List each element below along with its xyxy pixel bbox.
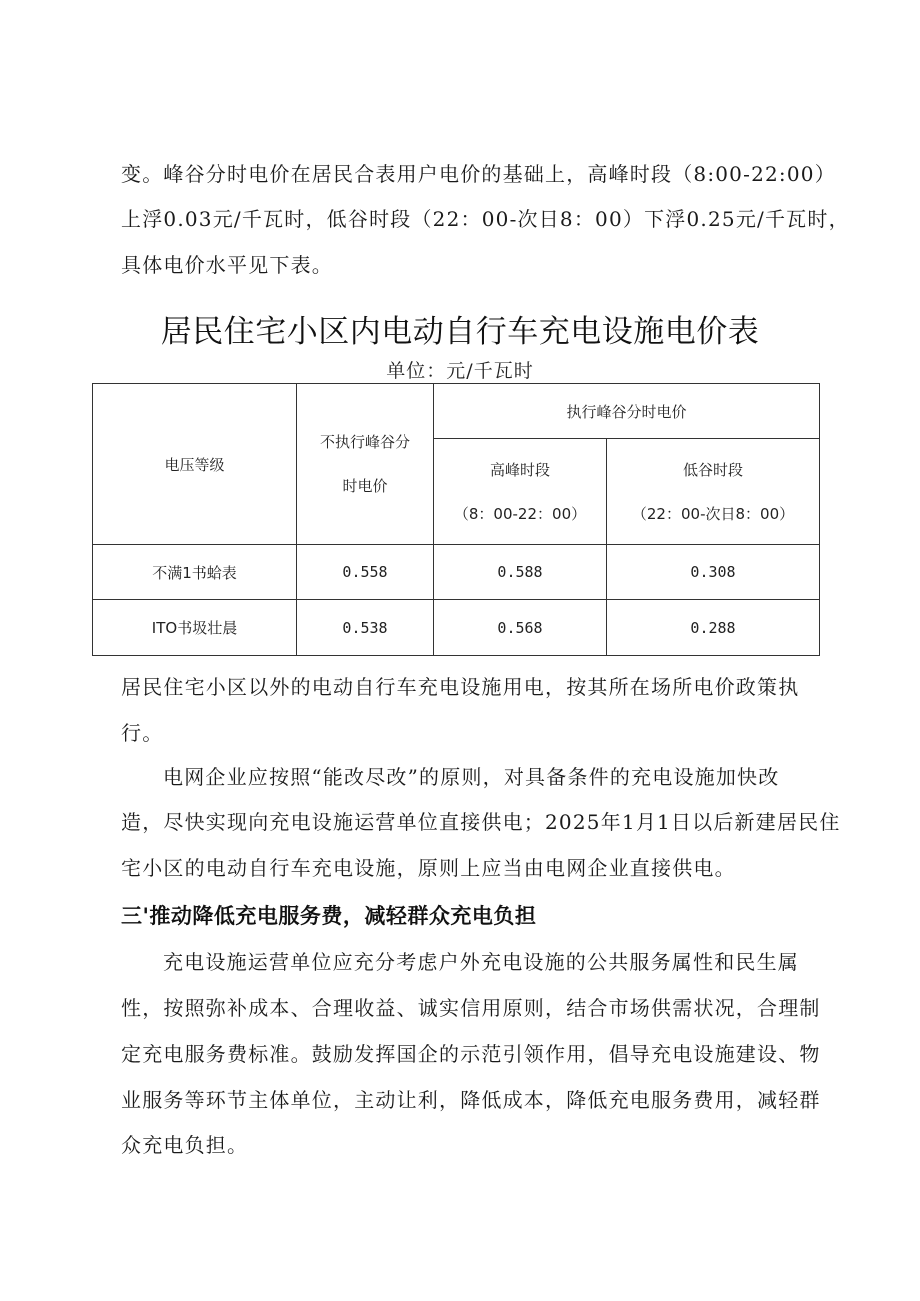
header-no-tou-line-1: 不执行峰谷分 [319, 433, 410, 451]
para3-line-2: 性，按照弥补成本、合理收益、诚实信用原则，结合市场供需状况，合理制 [121, 996, 821, 1020]
row-flat-price: 0.558 [297, 545, 434, 600]
header-valley-label: 低谷时段 [683, 460, 744, 479]
row-voltage-level: 不满1书蛤表 [93, 545, 297, 600]
header-peak-label: 高峰时段 [489, 460, 550, 479]
table-row [93, 545, 820, 600]
header-tou: 执行峰谷分时电价 [434, 384, 820, 439]
header-valley-time: （22：00-次日8：00） [631, 504, 795, 523]
para2-line-3: 宅小区的电动自行车充电设施，原则上应当由电网企业直接供电。 [121, 856, 736, 880]
para3-line-1: 充电设施运营单位应充分考虑户外充电设施的公共服务属性和民生属 [163, 950, 799, 974]
header-no-tou [297, 384, 434, 545]
price-table [92, 383, 820, 656]
para2-line-2: 造，尽快实现向充电设施运营单位直接供电；2025年1月1日以后新建居民住 [121, 810, 841, 834]
row-valley-price: 0.308 [607, 545, 820, 600]
table-row [93, 600, 820, 656]
row-voltage-level: ITO书圾壮晨 [93, 600, 297, 656]
header-voltage-level: 电压等级 [93, 384, 297, 545]
row-peak-price: 0.588 [434, 545, 607, 600]
section-heading: 三'推动降低充电服务费，减轻群众充电负担 [121, 904, 537, 928]
intro-line-2: 上浮0.03元/千瓦时，低谷时段（22：00-次日8：00）下浮0.25元/千瓦时， [121, 207, 850, 231]
header-valley [607, 439, 820, 545]
para3-line-4: 业服务等环节主体单位，主动让利，降低成本，降低充电服务费用，减轻群 [121, 1088, 821, 1112]
para2-line-1: 电网企业应按照“能改尽改”的原则，对具备条件的充电设施加快改 [163, 765, 780, 789]
header-no-tou-line-2: 时电价 [342, 477, 388, 495]
para3-line-3: 定充电服务费标准。鼓励发挥国企的示范引领作用，倡导充电设施建设、物 [121, 1042, 821, 1066]
table-unit: 单位：元/千瓦时 [386, 360, 534, 382]
row-valley-price: 0.288 [607, 600, 820, 656]
intro-line-3: 具体电价水平见下表。 [121, 253, 333, 277]
header-peak [434, 439, 607, 545]
row-flat-price: 0.538 [297, 600, 434, 656]
row-peak-price: 0.568 [434, 600, 607, 656]
table-title: 居民住宅小区内电动自行车充电设施电价表 [160, 314, 760, 350]
para1-line-2: 行。 [121, 721, 164, 745]
para3-line-5: 众充电负担。 [121, 1133, 249, 1157]
header-peak-time: （8：00-22：00） [453, 504, 587, 523]
intro-line-1: 变。峰谷分时电价在居民合表用户电价的基础上，高峰时段（8:00-22:00） [121, 162, 836, 186]
para1-line-1: 居民住宅小区以外的电动自行车充电设施用电，按其所在场所电价政策执 [121, 675, 800, 699]
